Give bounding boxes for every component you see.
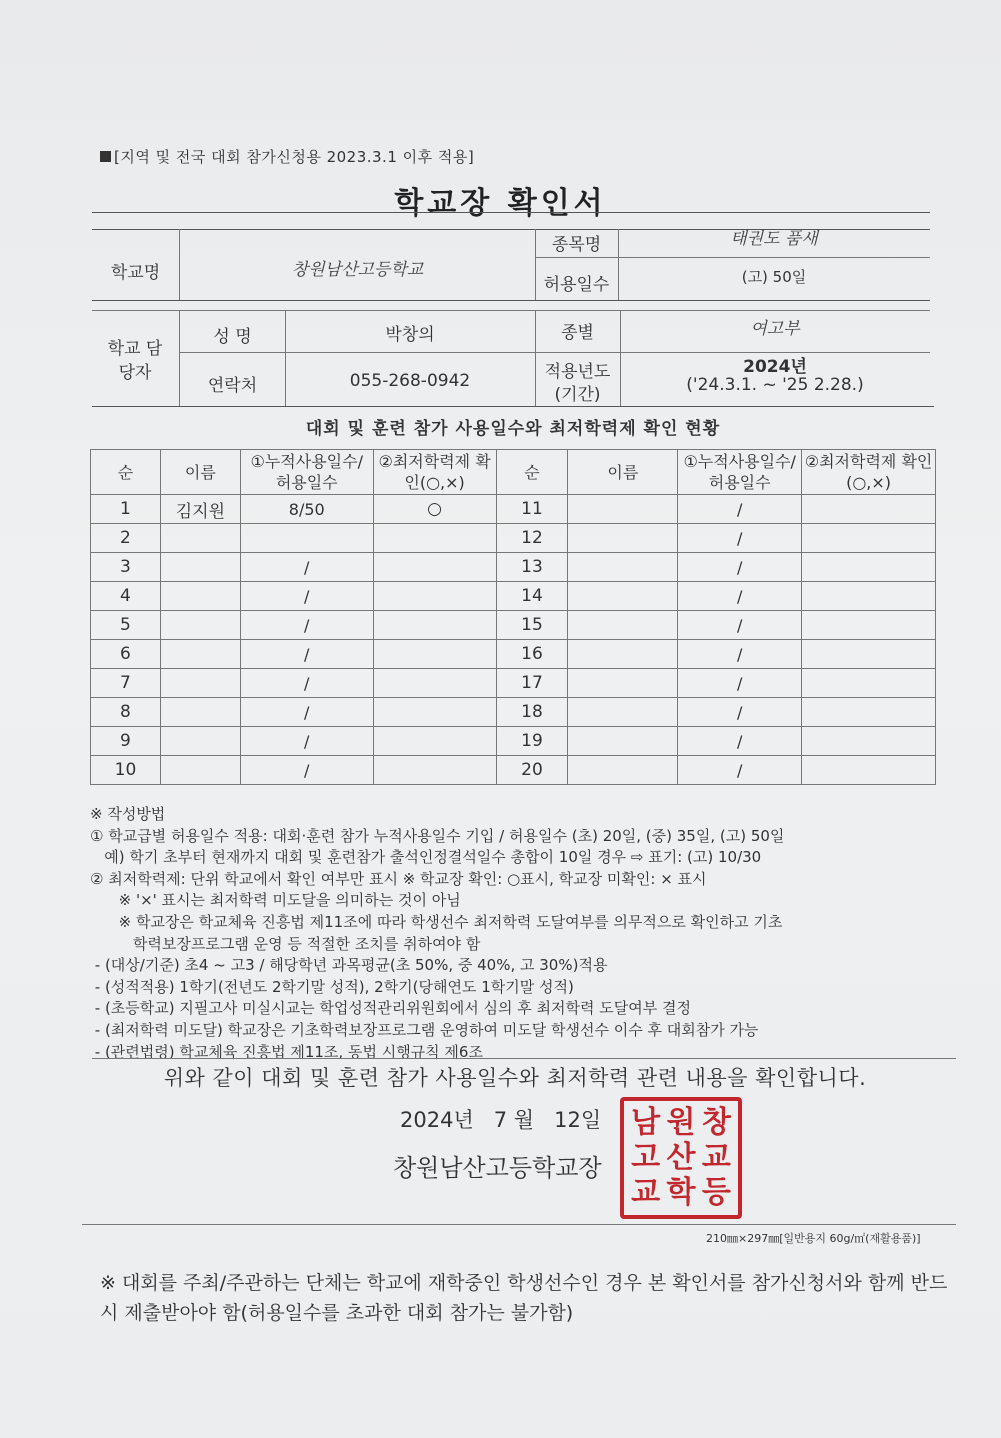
cell-days: / (240, 611, 373, 640)
seal-char: 교 (701, 1139, 731, 1175)
note-line: ※ 학교장은 학교체육 진흥법 제11조에 따라 학생선수 최저학력 도달여부를 의무적으로 확인하고 기초 (90, 912, 783, 931)
square-bullet-icon (100, 151, 111, 162)
table-row (91, 524, 936, 553)
note-line: - (최저학력 미도달) 학교장은 기초학력보장프로그램 운영하여 미도달 학생선수 이수 후 대회참가 가능 (90, 1020, 759, 1039)
paper-spec: 210㎜×297㎜[일반용지 60g/㎡(재활용품)] (706, 1232, 921, 1245)
cell-check (802, 495, 936, 524)
cell-name (568, 669, 678, 698)
issue-date: 2024년 7 월 12일 (400, 1108, 602, 1132)
note-line: ※ '×' 표시는 최저학력 미도달을 의미하는 것이 아님 (90, 891, 461, 910)
table-row (91, 582, 936, 611)
seal-char: 고 (631, 1139, 661, 1175)
cell-days: / (678, 669, 802, 698)
cell-days: / (678, 727, 802, 756)
cell-no: 18 (496, 698, 568, 727)
cell-name (568, 553, 678, 582)
cell-check (373, 582, 496, 611)
cell-name (568, 611, 678, 640)
cell-no: 11 (496, 495, 568, 524)
manager-label: 학교 담당자 (107, 339, 163, 383)
cell-no: 7 (91, 669, 161, 698)
note-line: - (초등학교) 지필고사 미실시교는 학업성적관리위원회에서 심의 후 최저학력 도달여부 결정 (90, 999, 691, 1018)
event-value: 태권도 품새 (730, 229, 818, 249)
cell-days: / (240, 727, 373, 756)
cell-no: 20 (496, 756, 568, 785)
note-line: 예) 학기 초부터 현재까지 대회 및 훈련참가 출석인정결석일수 총합이 10일 경우 ⇨ 표기: (고) 10/30 (90, 848, 762, 867)
seal-char: 창 (701, 1104, 731, 1140)
cell-no: 19 (496, 727, 568, 756)
cell-days: / (678, 582, 802, 611)
divider (92, 212, 930, 213)
divider (92, 300, 930, 301)
cell-no: 6 (91, 640, 161, 669)
col-name: 이름 (568, 450, 678, 495)
cell-days: / (678, 698, 802, 727)
year-label: 적용년도 (544, 362, 611, 382)
cell-days: / (678, 756, 802, 785)
cell-days (240, 524, 373, 553)
cell-check (373, 524, 496, 553)
cell-name (160, 524, 240, 553)
name-label: 성 명 (213, 327, 252, 347)
cell-check (802, 524, 936, 553)
name-value: 박창의 (385, 325, 435, 345)
table-row (91, 640, 936, 669)
signer: 창원남산고등학교장 (393, 1154, 602, 1182)
cell-name (160, 756, 240, 785)
cell-name (568, 582, 678, 611)
section-title: 대회 및 훈련 참가 사용일수와 최저학력제 확인 현황 (305, 419, 721, 439)
cell-check (802, 727, 936, 756)
cell-no: 12 (496, 524, 568, 553)
cell-days: / (678, 495, 802, 524)
table-row (91, 727, 936, 756)
cell-no: 17 (496, 669, 568, 698)
table-row (91, 698, 936, 727)
cell-no: 15 (496, 611, 568, 640)
col-days: ①누적사용일수/ 허용일수 (678, 450, 802, 495)
divider (535, 257, 930, 258)
cell-check (802, 611, 936, 640)
period-label: (기간) (554, 385, 601, 405)
school-label: 학교명 (110, 263, 161, 283)
cell-days: / (678, 640, 802, 669)
year-value: 2024년 (743, 357, 807, 377)
col-days: ①누적사용일수/ 허용일수 (240, 450, 373, 495)
cell-no: 4 (91, 582, 161, 611)
cell-no: 16 (496, 640, 568, 669)
cell-check: ○ (373, 495, 496, 524)
cell-name (568, 640, 678, 669)
table-row (91, 553, 936, 582)
cell-name (568, 698, 678, 727)
contact-value: 055-268-0942 (349, 371, 471, 391)
note-line: - (관련법령) 학교체육 진흥법 제11조, 동법 시행규칙 제6조 (90, 1042, 483, 1061)
seal-char: 교 (631, 1175, 661, 1211)
note-line: - (성적적용) 1학기(전년도 2학기말 성적), 2학기(당해연도 1학기말 성적) (90, 977, 574, 996)
cell-name (568, 727, 678, 756)
cell-no: 3 (91, 553, 161, 582)
cell-check (802, 698, 936, 727)
note-line: ① 학교급별 허용일수 적용: 대회·훈련 참가 누적사용일수 기입 / 허용일수 (초) 20일, (중) 35일, (고) 50일 (90, 826, 785, 845)
cell-days: / (240, 756, 373, 785)
cell-no: 2 (91, 524, 161, 553)
cell-check (373, 669, 496, 698)
cell-check (802, 553, 936, 582)
school-value: 창원남산고등학교 (291, 260, 424, 280)
cell-name (160, 553, 240, 582)
cell-days: / (678, 553, 802, 582)
col-no: 순 (496, 450, 568, 495)
cell-days: / (240, 669, 373, 698)
seal-char: 원 (666, 1104, 696, 1140)
note-line: ② 최저학력제: 단위 학교에서 확인 여부만 표시 ※ 학교장 확인: ○표시, 학교장 미확인: × 표시 (90, 869, 707, 888)
table-row (91, 611, 936, 640)
cell-check (373, 698, 496, 727)
cell-check (373, 553, 496, 582)
cell-check (373, 727, 496, 756)
cell-name (160, 611, 240, 640)
page-title: 학교장 확인서 (394, 186, 607, 221)
contact-label: 연락처 (207, 376, 258, 396)
principal-seal (620, 1097, 742, 1219)
period-value: ('24.3.1. ~ '25 2.28.) (686, 375, 864, 395)
cell-check (802, 582, 936, 611)
cell-name (568, 495, 678, 524)
event-label: 종목명 (551, 235, 602, 255)
cell-days: / (240, 582, 373, 611)
col-check: ②최저학력제 확인(○,×) (802, 450, 936, 495)
cell-name (160, 669, 240, 698)
cell-name: 김지원 (160, 495, 240, 524)
table-body (91, 495, 936, 785)
cell-days: / (678, 524, 802, 553)
table-row (91, 756, 936, 785)
cell-name (160, 640, 240, 669)
cell-check (802, 640, 936, 669)
footer-note: ※ 대회를 주최/주관하는 단체는 학교에 재학중인 학생선수인 경우 본 확인서를 참가신청서와 함께 반드시 제출받아야 함(허용일수를 초과한 대회 참가는 불가함) (100, 1272, 948, 1324)
seal-char: 등 (701, 1175, 731, 1211)
cell-name (568, 756, 678, 785)
divider (92, 1058, 956, 1059)
note-line: 학력보장프로그램 운영 등 적절한 조치를 취하여야 함 (90, 934, 481, 953)
header-note (100, 146, 474, 167)
cell-check (802, 756, 936, 785)
cell-no: 1 (91, 495, 161, 524)
seal-char: 산 (666, 1139, 696, 1175)
cell-no: 9 (91, 727, 161, 756)
cell-name (160, 727, 240, 756)
divider (82, 1224, 956, 1225)
usage-table (90, 449, 936, 785)
allow-value: (고) 50일 (741, 268, 807, 286)
table-header-row (91, 450, 936, 495)
header-note-text: [지역 및 전국 대회 참가신청용 2023.3.1 이후 적용] (114, 148, 475, 166)
cell-no: 5 (91, 611, 161, 640)
cell-days: 8/50 (240, 495, 373, 524)
cell-days: / (678, 611, 802, 640)
cell-check (373, 756, 496, 785)
seal-char: 남 (631, 1104, 661, 1140)
confirmation-text: 위와 같이 대회 및 훈련 참가 사용일수와 최저학력 관련 내용을 확인합니다. (163, 1066, 867, 1090)
table-row (91, 669, 936, 698)
col-check: ②최저학력제 확인(○,×) (373, 450, 496, 495)
cell-no: 8 (91, 698, 161, 727)
cell-no: 10 (91, 756, 161, 785)
cell-check (373, 611, 496, 640)
divider (92, 406, 934, 407)
divider (92, 310, 930, 311)
cell-days: / (240, 553, 373, 582)
note-line: - (대상/기준) 초4 ~ 고3 / 해당학년 과목평균(초 50%, 중 40%, 고 30%)적용 (90, 956, 608, 975)
category-label: 종별 (561, 323, 594, 343)
cell-check (802, 669, 936, 698)
cell-days: / (240, 640, 373, 669)
cell-check (373, 640, 496, 669)
seal-char: 학 (666, 1175, 696, 1211)
cell-name (568, 524, 678, 553)
note-line: ※ 작성방법 (90, 805, 166, 823)
col-name: 이름 (160, 450, 240, 495)
cell-name (160, 582, 240, 611)
col-no: 순 (91, 450, 161, 495)
cell-days: / (240, 698, 373, 727)
category-value: 여고부 (750, 319, 800, 339)
cell-name (160, 698, 240, 727)
instructions (90, 804, 960, 1063)
cell-no: 14 (496, 582, 568, 611)
table-row (91, 495, 936, 524)
cell-no: 13 (496, 553, 568, 582)
allow-label: 허용일수 (543, 275, 610, 295)
